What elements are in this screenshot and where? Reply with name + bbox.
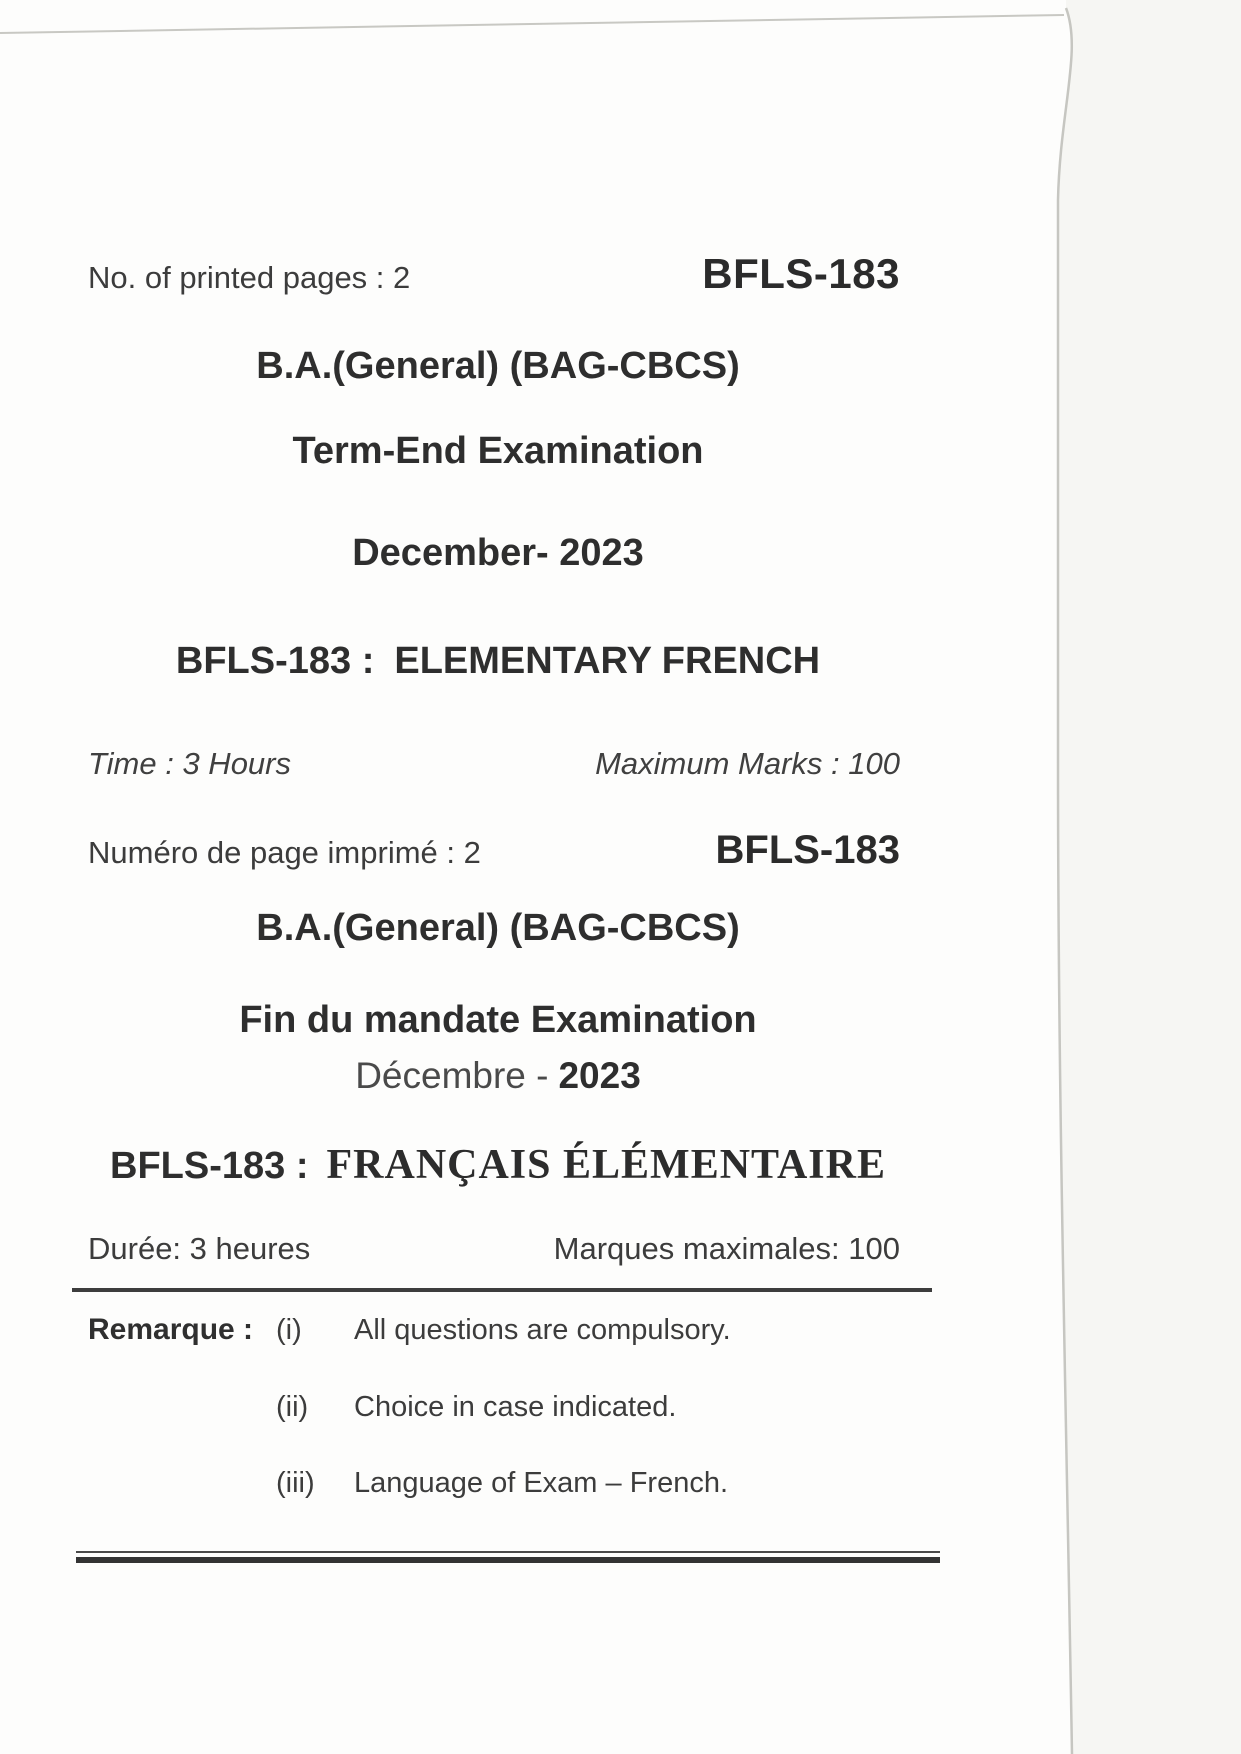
note-number-1: (i) xyxy=(276,1314,302,1346)
time-marks-row-fr xyxy=(88,1231,900,1267)
note-number-3: (iii) xyxy=(276,1467,315,1499)
exam-session-fr-block xyxy=(88,1056,908,1097)
time-allowed-en: Time : 3 Hours xyxy=(88,746,291,781)
bottom-rule-thin xyxy=(76,1551,940,1553)
paper-code-en: BFLS-183 : xyxy=(175,640,375,682)
time-allowed-fr: Durée: 3 heures xyxy=(88,1231,311,1266)
program-title-en-block xyxy=(88,346,908,388)
note-text-1: All questions are compulsory. xyxy=(354,1314,731,1346)
exam-title-fr: Fin du mandate Examination xyxy=(239,999,757,1041)
paper-right-edge-line xyxy=(1058,8,1072,1754)
bottom-rule-thick xyxy=(76,1557,940,1563)
exam-title-en: Term-End Examination xyxy=(292,430,704,472)
paper-title-fr: FRANÇAIS ÉLÉMENTAIRE xyxy=(326,1142,886,1188)
printed-pages-label-en: No. of printed pages : 2 xyxy=(88,260,411,295)
program-title-fr: B.A.(General) (BAG-CBCS) xyxy=(256,907,740,949)
scan-top-fold-line xyxy=(0,15,1064,33)
exam-session-en: December- 2023 xyxy=(352,532,644,574)
paper-title-fr-block xyxy=(88,1142,908,1188)
header-row-pages-en xyxy=(88,250,900,298)
paper-code-fr: BFLS-183 : xyxy=(110,1145,309,1187)
maximum-marks-fr: Marques maximales: 100 xyxy=(553,1231,900,1266)
note-number-2: (ii) xyxy=(276,1391,309,1423)
exam-session-en-block xyxy=(88,533,908,575)
exam-session-month-fr: Décembre - xyxy=(355,1055,549,1096)
exam-session-year-fr: 2023 xyxy=(558,1055,641,1096)
notes-label: Remarque : xyxy=(88,1313,254,1346)
course-code-en: BFLS-183 xyxy=(702,250,900,297)
note-row-1 xyxy=(88,1313,908,1348)
paper-title-en: ELEMENTARY FRENCH xyxy=(394,640,821,682)
time-marks-row-en xyxy=(88,746,900,782)
divider-rule xyxy=(72,1288,932,1292)
exam-title-fr-block xyxy=(88,1000,908,1042)
paper-title-en-block xyxy=(88,641,908,683)
maximum-marks-en: Maximum Marks : 100 xyxy=(595,746,900,781)
note-row-2 xyxy=(88,1391,908,1424)
program-title-en: B.A.(General) (BAG-CBCS) xyxy=(256,345,740,387)
note-text-3: Language of Exam – French. xyxy=(354,1467,729,1499)
exam-title-en-block xyxy=(88,431,908,473)
printed-pages-label-fr: Numéro de page imprimé : 2 xyxy=(88,835,481,870)
program-title-fr-block xyxy=(88,908,908,950)
note-row-3 xyxy=(88,1467,908,1500)
course-code-fr: BFLS-183 xyxy=(715,828,900,872)
note-text-2: Choice in case indicated. xyxy=(354,1391,677,1423)
paper-right-margin-area xyxy=(1058,0,1241,1754)
header-row-pages-fr xyxy=(88,827,900,873)
